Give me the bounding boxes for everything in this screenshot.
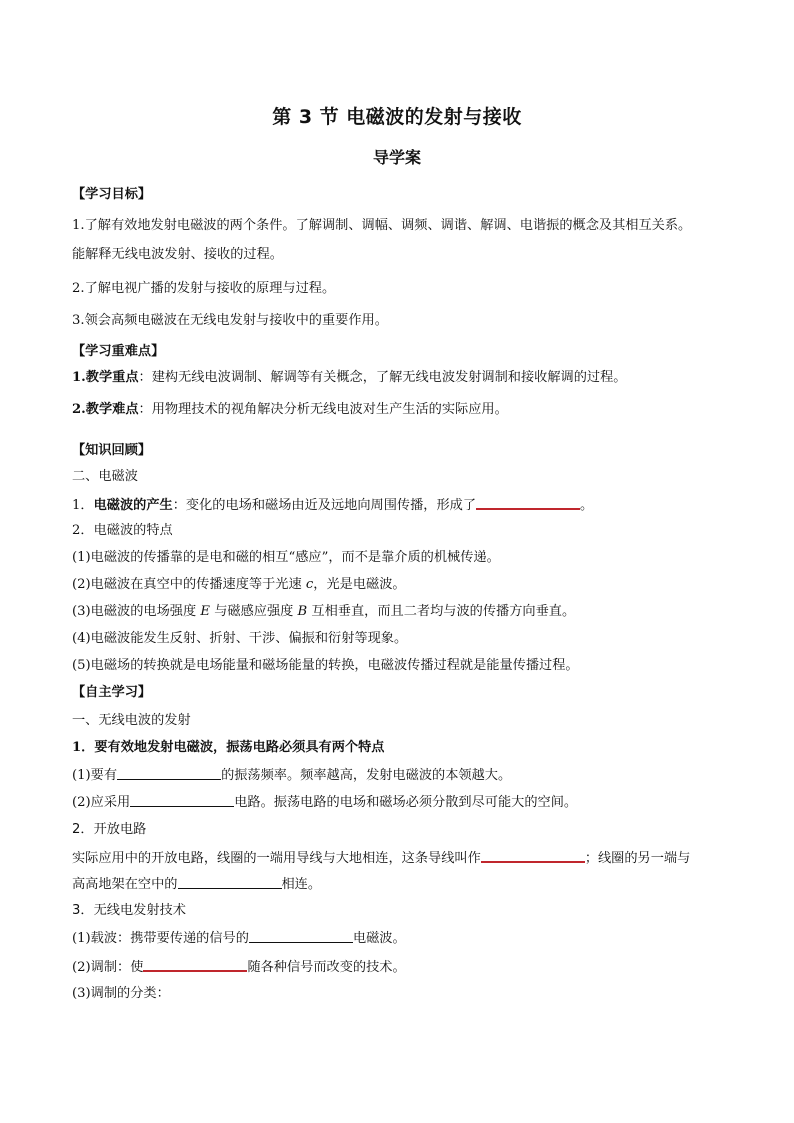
self-item-3-point-1 <box>72 928 406 949</box>
self-item-1-point-1-b: 的振荡频率。频率越高，发射电磁波的本领越大。 <box>221 768 512 783</box>
page-subtitle: 导学案 <box>372 148 421 167</box>
answer-blank[interactable] <box>130 792 234 807</box>
page-title: 第 3 节 电磁波的发射与接收 <box>272 106 522 128</box>
review-point-1: (1)电磁波的传播靠的是电和磁的相互“感应”，而不是靠介质的机械传递。 <box>72 550 500 565</box>
symbol-b: B <box>297 604 308 619</box>
answer-blank[interactable] <box>249 928 353 943</box>
goal-1-line-b: 能解释无线电波发射、接收的过程。 <box>72 247 283 262</box>
self-item-2: 2．开放电路 <box>72 822 147 837</box>
self-item-2-b: ；线圈的另一端与 <box>584 851 691 866</box>
key-point-2-label: 2.教学难点 <box>72 402 139 417</box>
self-study-subheading: 一、无线电波的发射 <box>72 713 191 728</box>
self-item-3-point-1-a: (1)载波：携带要传递的信号的 <box>72 931 249 946</box>
key-point-1-label: 1.教学重点 <box>72 370 139 385</box>
review-item-1-end: 。 <box>580 498 594 513</box>
self-item-1-point-1 <box>72 765 511 786</box>
goal-1-line-a: 1.了解有效地发射电磁波的两个条件。了解调制、调幅、调频、调谐、解调、电谐振的概念及其相互关系。 <box>72 218 692 233</box>
self-item-1-point-2-a: (2)应采用 <box>72 795 131 810</box>
self-item-2-line-a <box>72 847 690 869</box>
key-points-heading: 【学习重难点】 <box>72 344 165 359</box>
review-item-1-prefix: 1． <box>72 498 94 513</box>
self-item-1-point-2-b: 电路。振荡电路的电场和磁场必须分散到尽可能大的空间。 <box>234 795 578 810</box>
review-point-3-b: 与磁感应强度 <box>210 604 298 619</box>
review-heading: 【知识回顾】 <box>72 443 152 458</box>
goal-2: 2.了解电视广播的发射与接收的原理与过程。 <box>72 281 336 296</box>
self-item-2-line-b <box>72 874 321 895</box>
symbol-e: E <box>200 604 211 619</box>
review-point-3 <box>72 602 575 622</box>
review-point-5: (5)电磁场的转换就是电场能量和磁场能量的转换，电磁波传播过程就是能量传播过程。 <box>72 658 579 673</box>
self-item-2-c: 高高地架在空中的 <box>72 877 178 892</box>
review-point-2 <box>72 575 406 595</box>
review-item-1 <box>72 494 593 516</box>
goals-heading: 【学习目标】 <box>72 187 152 202</box>
answer-blank[interactable] <box>481 847 585 863</box>
self-item-3: 3．无线电发射技术 <box>72 903 186 918</box>
review-item-1-text: ：变化的电场和磁场由近及远地向周围传播，形成了 <box>172 498 477 513</box>
self-item-3-point-2 <box>72 956 406 978</box>
self-item-3-point-1-b: 电磁波。 <box>352 931 406 946</box>
key-point-1 <box>72 368 626 388</box>
answer-blank[interactable] <box>476 494 580 510</box>
review-item-2: 2．电磁波的特点 <box>72 523 173 538</box>
self-study-heading: 【自主学习】 <box>72 685 152 700</box>
self-item-3-point-2-a: (2)调制：使 <box>72 960 144 975</box>
answer-blank[interactable] <box>143 956 247 972</box>
key-point-1-text: ：建构无线电波调制、解调等有关概念，了解无线电波发射调制和接收解调的过程。 <box>138 370 627 385</box>
key-point-2 <box>72 400 508 420</box>
answer-blank[interactable] <box>117 765 221 780</box>
review-point-4: (4)电磁波能发生反射、折射、干涉、偏振和衍射等现象。 <box>72 631 408 646</box>
self-item-2-a: 实际应用中的开放电路，线圈的一端用导线与大地相连，这条导线叫作 <box>72 851 481 866</box>
self-item-3-point-2-b: 随各种信号而改变的技术。 <box>247 960 406 975</box>
symbol-c: c <box>305 577 314 592</box>
review-subheading: 二、电磁波 <box>72 469 138 484</box>
review-point-3-a: (3)电磁波的电场强度 <box>72 604 201 619</box>
self-item-1-point-2 <box>72 792 577 813</box>
review-point-2-a: (2)电磁波在真空中的传播速度等于光速 <box>72 577 306 592</box>
review-point-3-c: 互相垂直，而且二者均与波的传播方向垂直。 <box>307 604 576 619</box>
answer-blank[interactable] <box>178 874 282 889</box>
self-item-2-d: 相连。 <box>281 877 322 892</box>
review-point-2-b: ，光是电磁波。 <box>313 577 406 592</box>
goal-3: 3.领会高频电磁波在无线电发射与接收中的重要作用。 <box>72 313 388 328</box>
self-item-1: 1．要有效地发射电磁波，振荡电路必须具有两个特点 <box>72 740 385 755</box>
self-item-3-point-3: (3)调制的分类： <box>72 986 170 1001</box>
self-item-1-point-1-a: (1)要有 <box>72 768 118 783</box>
review-item-1-label: 电磁波的产生 <box>93 498 173 513</box>
key-point-2-text: ：用物理技术的视角解决分析无线电波对生产生活的实际应用。 <box>138 402 508 417</box>
